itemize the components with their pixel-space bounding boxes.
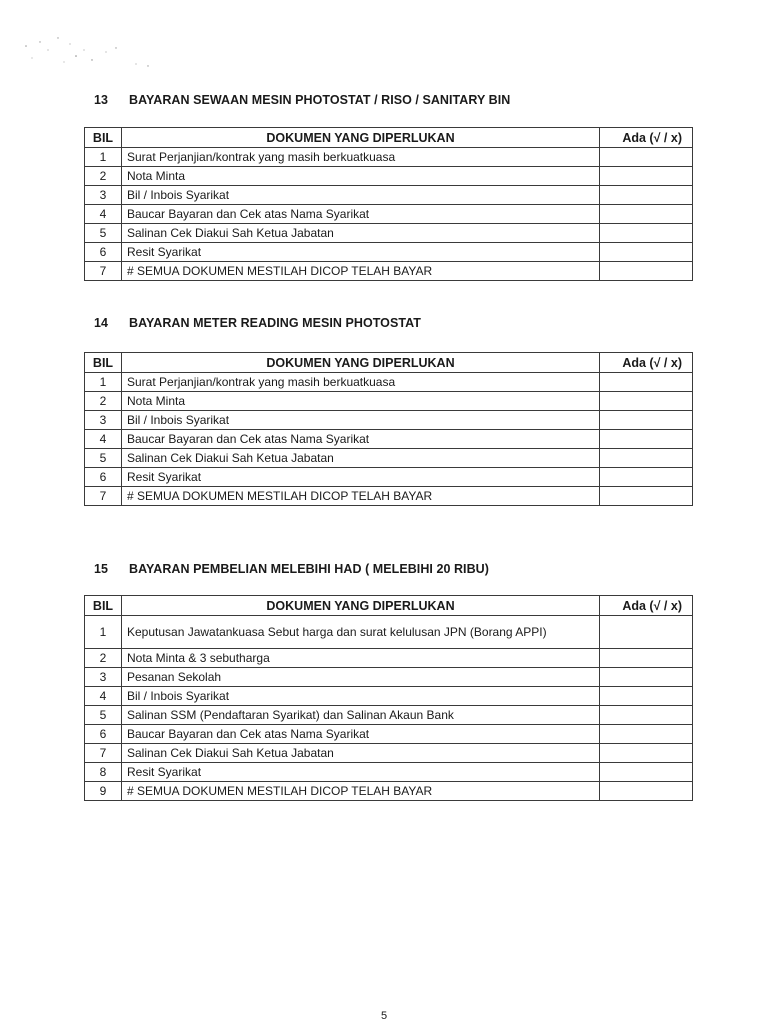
row-document: Nota Minta [122, 392, 600, 411]
document-table [84, 352, 693, 506]
row-check-cell[interactable] [600, 763, 693, 782]
section-title [94, 562, 489, 576]
header-dokumen: DOKUMEN YANG DIPERLUKAN [122, 353, 600, 373]
row-document: Baucar Bayaran dan Cek atas Nama Syarikat [122, 725, 600, 744]
row-number: 2 [85, 649, 122, 668]
row-check-cell[interactable] [600, 668, 693, 687]
table-row [85, 668, 693, 687]
table-row [85, 411, 693, 430]
row-number: 4 [85, 430, 122, 449]
row-check-cell[interactable] [600, 224, 693, 243]
row-number: 1 [85, 373, 122, 392]
table-row [85, 468, 693, 487]
header-ada: Ada (√ / x) [600, 128, 693, 148]
page-number: 5 [380, 1010, 388, 1022]
table-header-row [85, 596, 693, 616]
table-row [85, 744, 693, 763]
table-row [85, 616, 693, 649]
row-check-cell[interactable] [600, 449, 693, 468]
row-number: 9 [85, 782, 122, 801]
row-document: Surat Perjanjian/kontrak yang masih berkuatkuasa [122, 148, 600, 167]
row-number: 3 [85, 668, 122, 687]
table-row [85, 430, 693, 449]
row-document: Salinan Cek Diakui Sah Ketua Jabatan [122, 744, 600, 763]
row-check-cell[interactable] [600, 616, 693, 649]
row-document: Keputusan Jawatankuasa Sebut harga dan surat kelulusan JPN (Borang APPI) [122, 616, 600, 649]
row-document: Bil / Inbois Syarikat [122, 411, 600, 430]
row-check-cell[interactable] [600, 392, 693, 411]
section-title [94, 316, 421, 330]
table-row [85, 243, 693, 262]
table-header-row [85, 128, 693, 148]
row-document: Surat Perjanjian/kontrak yang masih berkuatkuasa [122, 373, 600, 392]
row-document: Baucar Bayaran dan Cek atas Nama Syarikat [122, 205, 600, 224]
row-document: Nota Minta & 3 sebutharga [122, 649, 600, 668]
document-table [84, 127, 693, 281]
row-document: # SEMUA DOKUMEN MESTILAH DICOP TELAH BAYAR [122, 262, 600, 281]
section-number: 13 [94, 93, 109, 107]
row-number: 6 [85, 243, 122, 262]
row-number: 3 [85, 411, 122, 430]
row-document: Resit Syarikat [122, 763, 600, 782]
row-check-cell[interactable] [600, 148, 693, 167]
row-document: Bil / Inbois Syarikat [122, 186, 600, 205]
row-number: 8 [85, 763, 122, 782]
row-document: Salinan Cek Diakui Sah Ketua Jabatan [122, 224, 600, 243]
table-row [85, 687, 693, 706]
row-check-cell[interactable] [600, 373, 693, 392]
table-row [85, 148, 693, 167]
table-row [85, 725, 693, 744]
scan-specks [18, 30, 158, 75]
row-check-cell[interactable] [600, 243, 693, 262]
row-number: 7 [85, 487, 122, 506]
table-row [85, 186, 693, 205]
row-check-cell[interactable] [600, 725, 693, 744]
row-check-cell[interactable] [600, 468, 693, 487]
row-document: Salinan SSM (Pendaftaran Syarikat) dan Salinan Akaun Bank [122, 706, 600, 725]
row-document: # SEMUA DOKUMEN MESTILAH DICOP TELAH BAYAR [122, 487, 600, 506]
header-dokumen: DOKUMEN YANG DIPERLUKAN [122, 596, 600, 616]
row-number: 7 [85, 744, 122, 763]
row-document: Pesanan Sekolah [122, 668, 600, 687]
row-number: 4 [85, 205, 122, 224]
row-number: 5 [85, 706, 122, 725]
row-check-cell[interactable] [600, 782, 693, 801]
row-number: 5 [85, 224, 122, 243]
section-title [94, 93, 510, 107]
row-number: 5 [85, 449, 122, 468]
row-check-cell[interactable] [600, 687, 693, 706]
table-header-row [85, 353, 693, 373]
header-ada: Ada (√ / x) [600, 353, 693, 373]
table-row [85, 706, 693, 725]
table-row [85, 649, 693, 668]
table-row [85, 262, 693, 281]
table-row [85, 487, 693, 506]
table-row [85, 392, 693, 411]
row-number: 4 [85, 687, 122, 706]
row-number: 7 [85, 262, 122, 281]
row-check-cell[interactable] [600, 706, 693, 725]
table-row [85, 205, 693, 224]
row-check-cell[interactable] [600, 186, 693, 205]
header-ada: Ada (√ / x) [600, 596, 693, 616]
section-heading: BAYARAN SEWAAN MESIN PHOTOSTAT / RISO / SANITARY BIN [129, 93, 511, 107]
row-document: Resit Syarikat [122, 243, 600, 262]
row-check-cell[interactable] [600, 205, 693, 224]
row-number: 3 [85, 186, 122, 205]
row-number: 1 [85, 148, 122, 167]
row-number: 1 [85, 616, 122, 649]
section-number: 14 [94, 316, 109, 330]
row-document: Resit Syarikat [122, 468, 600, 487]
section-heading: BAYARAN METER READING MESIN PHOTOSTAT [129, 316, 421, 330]
row-check-cell[interactable] [600, 430, 693, 449]
table-row [85, 224, 693, 243]
row-document: Baucar Bayaran dan Cek atas Nama Syarikat [122, 430, 600, 449]
section-number: 15 [94, 562, 109, 576]
document-table [84, 595, 693, 801]
row-check-cell[interactable] [600, 411, 693, 430]
row-check-cell[interactable] [600, 262, 693, 281]
row-check-cell[interactable] [600, 649, 693, 668]
header-bil: BIL [85, 128, 122, 148]
row-number: 2 [85, 167, 122, 186]
row-check-cell[interactable] [600, 167, 693, 186]
table-row [85, 782, 693, 801]
row-document: Bil / Inbois Syarikat [122, 687, 600, 706]
row-document: Salinan Cek Diakui Sah Ketua Jabatan [122, 449, 600, 468]
row-number: 6 [85, 725, 122, 744]
row-number: 2 [85, 392, 122, 411]
row-number: 6 [85, 468, 122, 487]
header-bil: BIL [85, 353, 122, 373]
section-heading: BAYARAN PEMBELIAN MELEBIHI HAD ( MELEBIHI 20 RIBU) [129, 562, 489, 576]
table-row [85, 449, 693, 468]
header-bil: BIL [85, 596, 122, 616]
row-check-cell[interactable] [600, 487, 693, 506]
table-row [85, 763, 693, 782]
row-check-cell[interactable] [600, 744, 693, 763]
table-row [85, 373, 693, 392]
header-dokumen: DOKUMEN YANG DIPERLUKAN [122, 128, 600, 148]
table-row [85, 167, 693, 186]
row-document: # SEMUA DOKUMEN MESTILAH DICOP TELAH BAYAR [122, 782, 600, 801]
row-document: Nota Minta [122, 167, 600, 186]
